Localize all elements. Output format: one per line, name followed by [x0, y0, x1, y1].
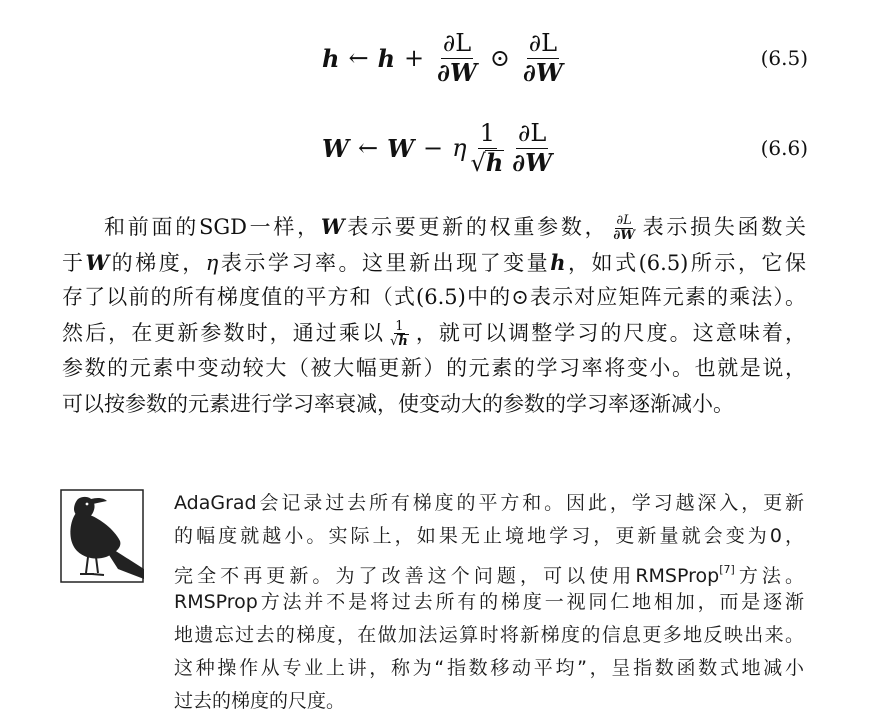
text-run: 参数的元素中变动较大（被大幅更新）的元素的学习率将变小。也就是说， [62, 356, 806, 380]
eq1-fraction-2 [521, 29, 565, 87]
eq2-minus: − [423, 134, 444, 162]
eq2-frac2-den: ∂W [512, 147, 553, 177]
eq1-h: h [377, 43, 396, 73]
math-h: h [398, 334, 408, 350]
text-run: 完全不再更新。为了改善这个问题，可以使用RMSProp [174, 565, 720, 587]
eq2-number: (6.6) [760, 136, 808, 160]
text-run: ，如式(6.5)所示，它保 [565, 250, 807, 275]
eq2-radical: √ [470, 148, 486, 177]
math-W: W [85, 249, 110, 275]
inline-fraction-dL-dW [612, 214, 636, 243]
paragraph-line-3 [62, 280, 806, 316]
eq2-sqrt [469, 149, 507, 175]
eq2-frac1-num: 1 [479, 119, 496, 148]
text-run: 的梯度， [109, 250, 206, 275]
eq1-odot: ⊙ [489, 44, 511, 72]
eq2-eta: η [452, 134, 467, 162]
eq1-arrow: ← [348, 44, 369, 72]
paragraph-line-4 [62, 316, 806, 352]
text-run: ，就可以调整学习的尺度。这意味着， [413, 320, 806, 345]
paragraph-line-1 [62, 209, 806, 245]
equation-6-6 [0, 118, 890, 178]
math-W: W [320, 214, 345, 239]
eq2-fraction-1 [469, 119, 507, 177]
note-line-5: 地遗忘过去的梯度，在做加法运算时将新梯度的信息更多地反映出来。 [174, 624, 804, 646]
text-run: 方法。 [734, 565, 804, 587]
text-run: 可以按参数的元素进行学习率衰减，使变动大的参数的学习率逐渐减小。 [62, 391, 734, 416]
eq1-lhs: h [322, 43, 340, 73]
math-h: h [550, 249, 566, 275]
equation-6-5 [0, 28, 890, 88]
radical: √ [390, 334, 399, 350]
eq2-frac2-num: ∂L [517, 119, 547, 148]
text-run: 然后，在更新参数时，通过乘以 [62, 320, 386, 345]
note-text [174, 487, 804, 718]
note-line-1: AdaGrad会记录过去所有梯度的平方和。因此，学习越深入，更新 [174, 492, 804, 514]
crow-icon [60, 489, 144, 583]
frac-den-sqrt [389, 334, 410, 348]
eq1-frac1-den: ∂W [437, 57, 477, 87]
text-run: 于 [62, 250, 86, 275]
eq1-number: (6.5) [760, 46, 808, 70]
text-run: 表示损失函数关 [639, 215, 807, 239]
eq2-sqrt-h: h [485, 147, 504, 177]
citation-7[interactable]: [7] [719, 563, 735, 576]
note-line-2: 的幅度就越小。实际上，如果无止境地学习，更新量就会变为0， [174, 525, 804, 547]
note-line-7: 过去的梯度的尺度。 [174, 690, 346, 712]
eq2-arrow: ← [357, 134, 379, 162]
paragraph-line-6 [62, 387, 806, 423]
text-run: 表示对应矩阵元素的乘法）。 [528, 285, 807, 309]
math-odot: ⊙ [511, 285, 529, 309]
eq2-w: W [387, 133, 415, 163]
frac-num: ∂L [616, 213, 632, 229]
eq1-frac2-den: ∂W [523, 57, 563, 87]
text-run: 表示要更新的权重参数， [344, 215, 609, 239]
eq1-frac2-num: ∂L [528, 29, 558, 58]
paragraph-line-5 [62, 351, 806, 387]
paragraph-line-2 [62, 245, 806, 281]
inline-fraction-1-sqrt-h [389, 320, 410, 349]
eq2-lhs: W [322, 133, 349, 163]
eq1-fraction-1 [435, 29, 479, 87]
math-eta: η [205, 250, 219, 275]
text-run: 存了以前的所有梯度值的平方和（式(6.5)中的 [62, 285, 512, 309]
note-line-4: RMSProp方法并不是将过去所有的梯度一视同仁地相加，而是逐渐 [174, 591, 804, 613]
eq1-plus: + [404, 44, 425, 72]
eq2-fraction-2 [510, 119, 554, 177]
eq1-frac1-num: ∂L [442, 29, 472, 58]
text-run: 表示学习率。这里新出现了变量 [218, 250, 551, 275]
body-paragraph [62, 209, 806, 422]
note-line-6: 这种操作从专业上讲，称为“指数移动平均”，呈指数函数式地减小 [174, 657, 804, 679]
frac-den: ∂W [613, 227, 635, 243]
frac-num: 1 [395, 318, 404, 334]
note-line-3 [174, 553, 804, 586]
text-run: 和前面的SGD一样， [104, 215, 321, 239]
